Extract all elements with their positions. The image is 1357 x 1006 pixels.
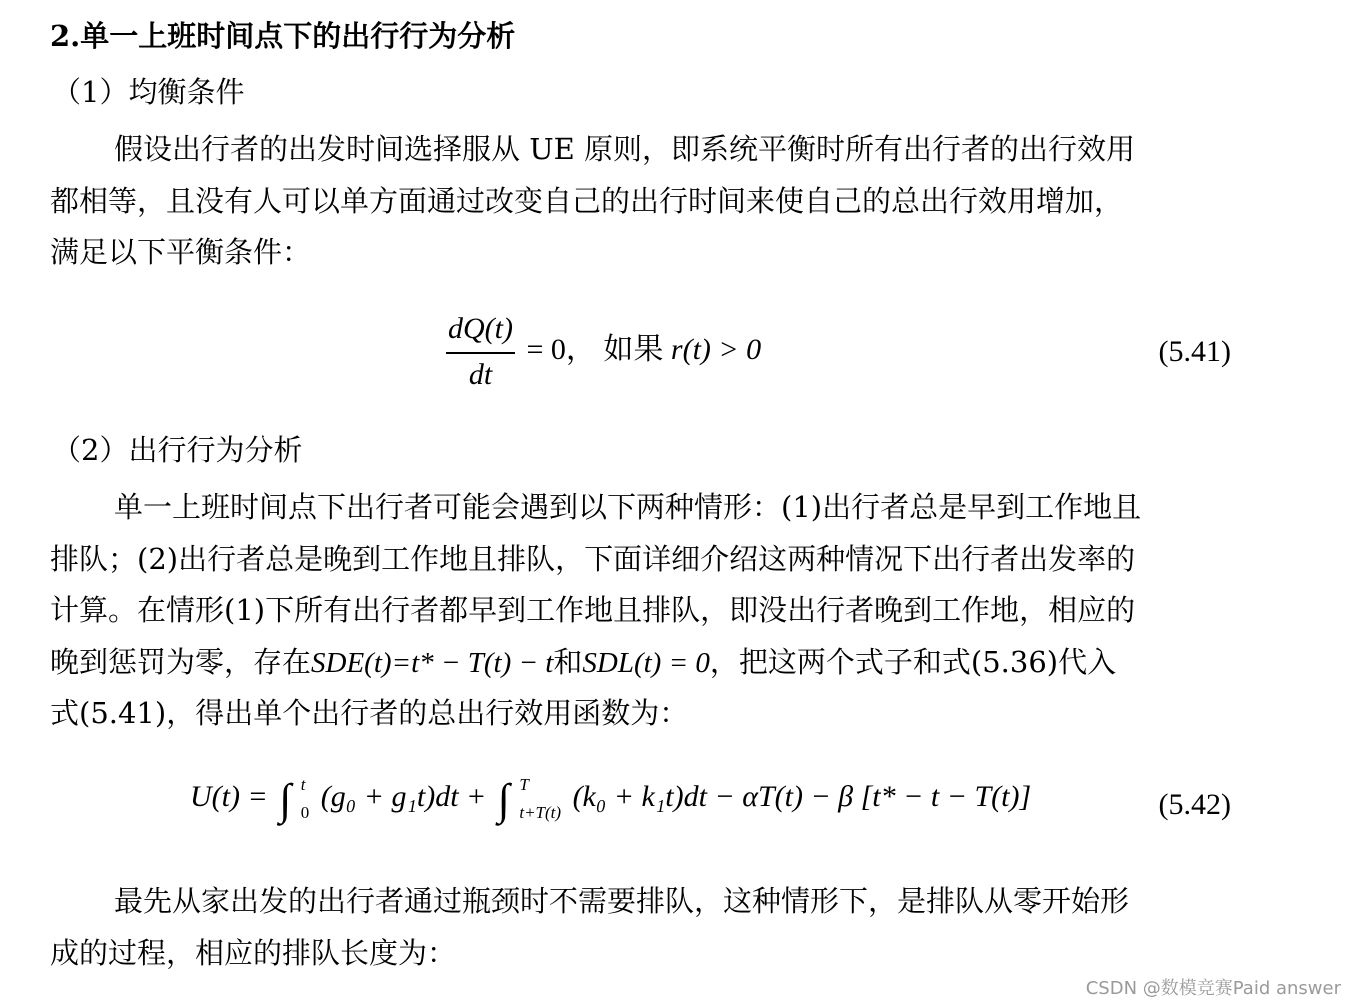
fraction-denominator: dt [468,358,493,391]
watermark: CSDN @数模竞赛Paid answer [1085,978,1341,999]
sde-expression: SDE(t)=t* − T(t) − t [311,646,554,679]
paragraph-1-line: 假设出行者的出发时间选择服从 UE 原则，即系统平衡时所有出行者的出行效用 [114,132,1136,166]
integral-sign-icon: ∫ [279,775,292,824]
paragraph-3-line: 最先从家出发的出行者通过瓶颈时不需要排队，这种情形下，是排队从零开始形 [114,884,1130,918]
paragraph-2-line: 计算。在情形(1)下所有出行者都早到工作地且排队，即没出行者晚到工作地，相应的 [50,593,1136,627]
text-fragment: ，把这两个式子和式(5.36)代入 [709,644,1117,679]
paragraph-2-line: 单一上班时间点下出行者可能会遇到以下两种情形：(1)出行者总是早到工作地且 [114,490,1142,524]
fraction-numerator: dQ(t) [446,312,515,354]
paragraph-2-line: 排队；(2)出行者总是晚到工作地且排队，下面详细介绍这两种情况下出行者出发率的 [50,541,1136,576]
paragraph-1-line: 都相等，且没有人可以单方面通过改变自己的出行时间来使自己的总出行效用增加， [50,183,1124,218]
integral-1-lower: 0 [300,803,310,823]
paragraph-1 [50,124,1250,279]
text-fragment: 和 [553,644,583,679]
paragraph-2 [50,482,1250,740]
condition-word: 如果 [603,331,664,367]
sdl-expression: SDL(t) = 0 [582,646,710,679]
integral-1-upper: t [300,775,306,795]
integral-1-limits [301,775,310,823]
subsection-2-label: （2）出行行为分析 [52,433,303,467]
equation-5-41 [446,312,761,392]
equation-5-42 [190,774,1031,825]
equation-number-5-42: (5.42) [1158,788,1231,821]
paragraph-3 [50,876,1250,979]
derivative-fraction [446,312,515,392]
equation-number-5-41: (5.41) [1158,335,1231,368]
text-fragment: 晚到惩罚为零，存在 [50,644,312,679]
integral-sign-icon: ∫ [497,775,510,824]
integrand-1: (g₀ + g₁t)dt + [320,780,487,813]
subsection-1-label: （1）均衡条件 [52,75,245,109]
paragraph-2-line [50,637,1250,689]
utility-lhs: U(t) = [190,780,268,813]
integral-2-upper: T [519,775,529,795]
paragraph-2-line: 式(5.41)，得出单个出行者的总出行效用函数为： [50,696,689,730]
section-title: 2.单一上班时间点下的出行行为分析 [50,19,516,53]
equation-rhs: = 0， [526,332,596,366]
paragraph-3-line: 成的过程，相应的排队长度为： [50,935,457,970]
integrand-2: (k₀ + k₁t)dt − αT(t) − β [572,780,854,813]
paragraph-1-line: 满足以下平衡条件： [50,235,312,269]
condition-expression: r(t) > 0 [670,332,762,366]
integral-2-limits [519,775,561,823]
bracket-term: [t* − t − T(t)] [860,780,1032,813]
integral-2-lower: t+T(t) [519,803,562,823]
